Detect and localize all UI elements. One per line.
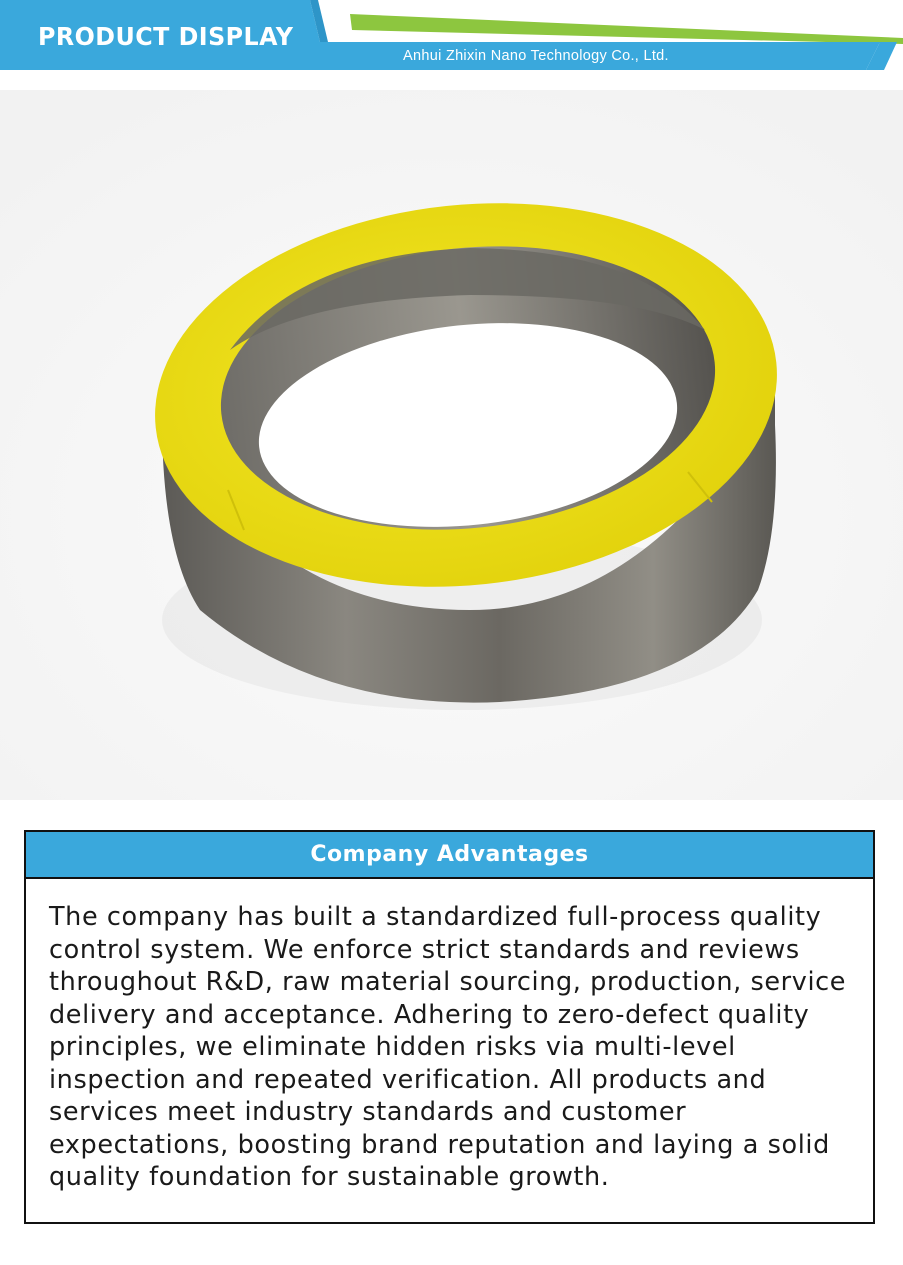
advantages-panel [24, 830, 875, 1224]
advantages-title: Company Advantages [310, 842, 589, 867]
company-name: Anhui Zhixin Nano Technology Co., Ltd. [403, 48, 669, 64]
advantages-header [26, 832, 873, 879]
header-banner [0, 0, 903, 80]
ring-icon [0, 90, 903, 800]
product-photo [0, 90, 903, 800]
advantages-body: The company has built a standardized full-process quality control system. We enforce strict standards and reviews throughout R&D, raw material sourcing, production, service delivery and acceptance. Adhering to zero-defect quality principles, we eliminate hidden risks via multi-level inspection and repeated verification. All products and services meet industry standards and customer expectations, boosting brand reputation and laying a solid quality foundation for sustainable growth. [49, 902, 847, 1192]
banner-title: PRODUCT DISPLAY [38, 22, 294, 51]
